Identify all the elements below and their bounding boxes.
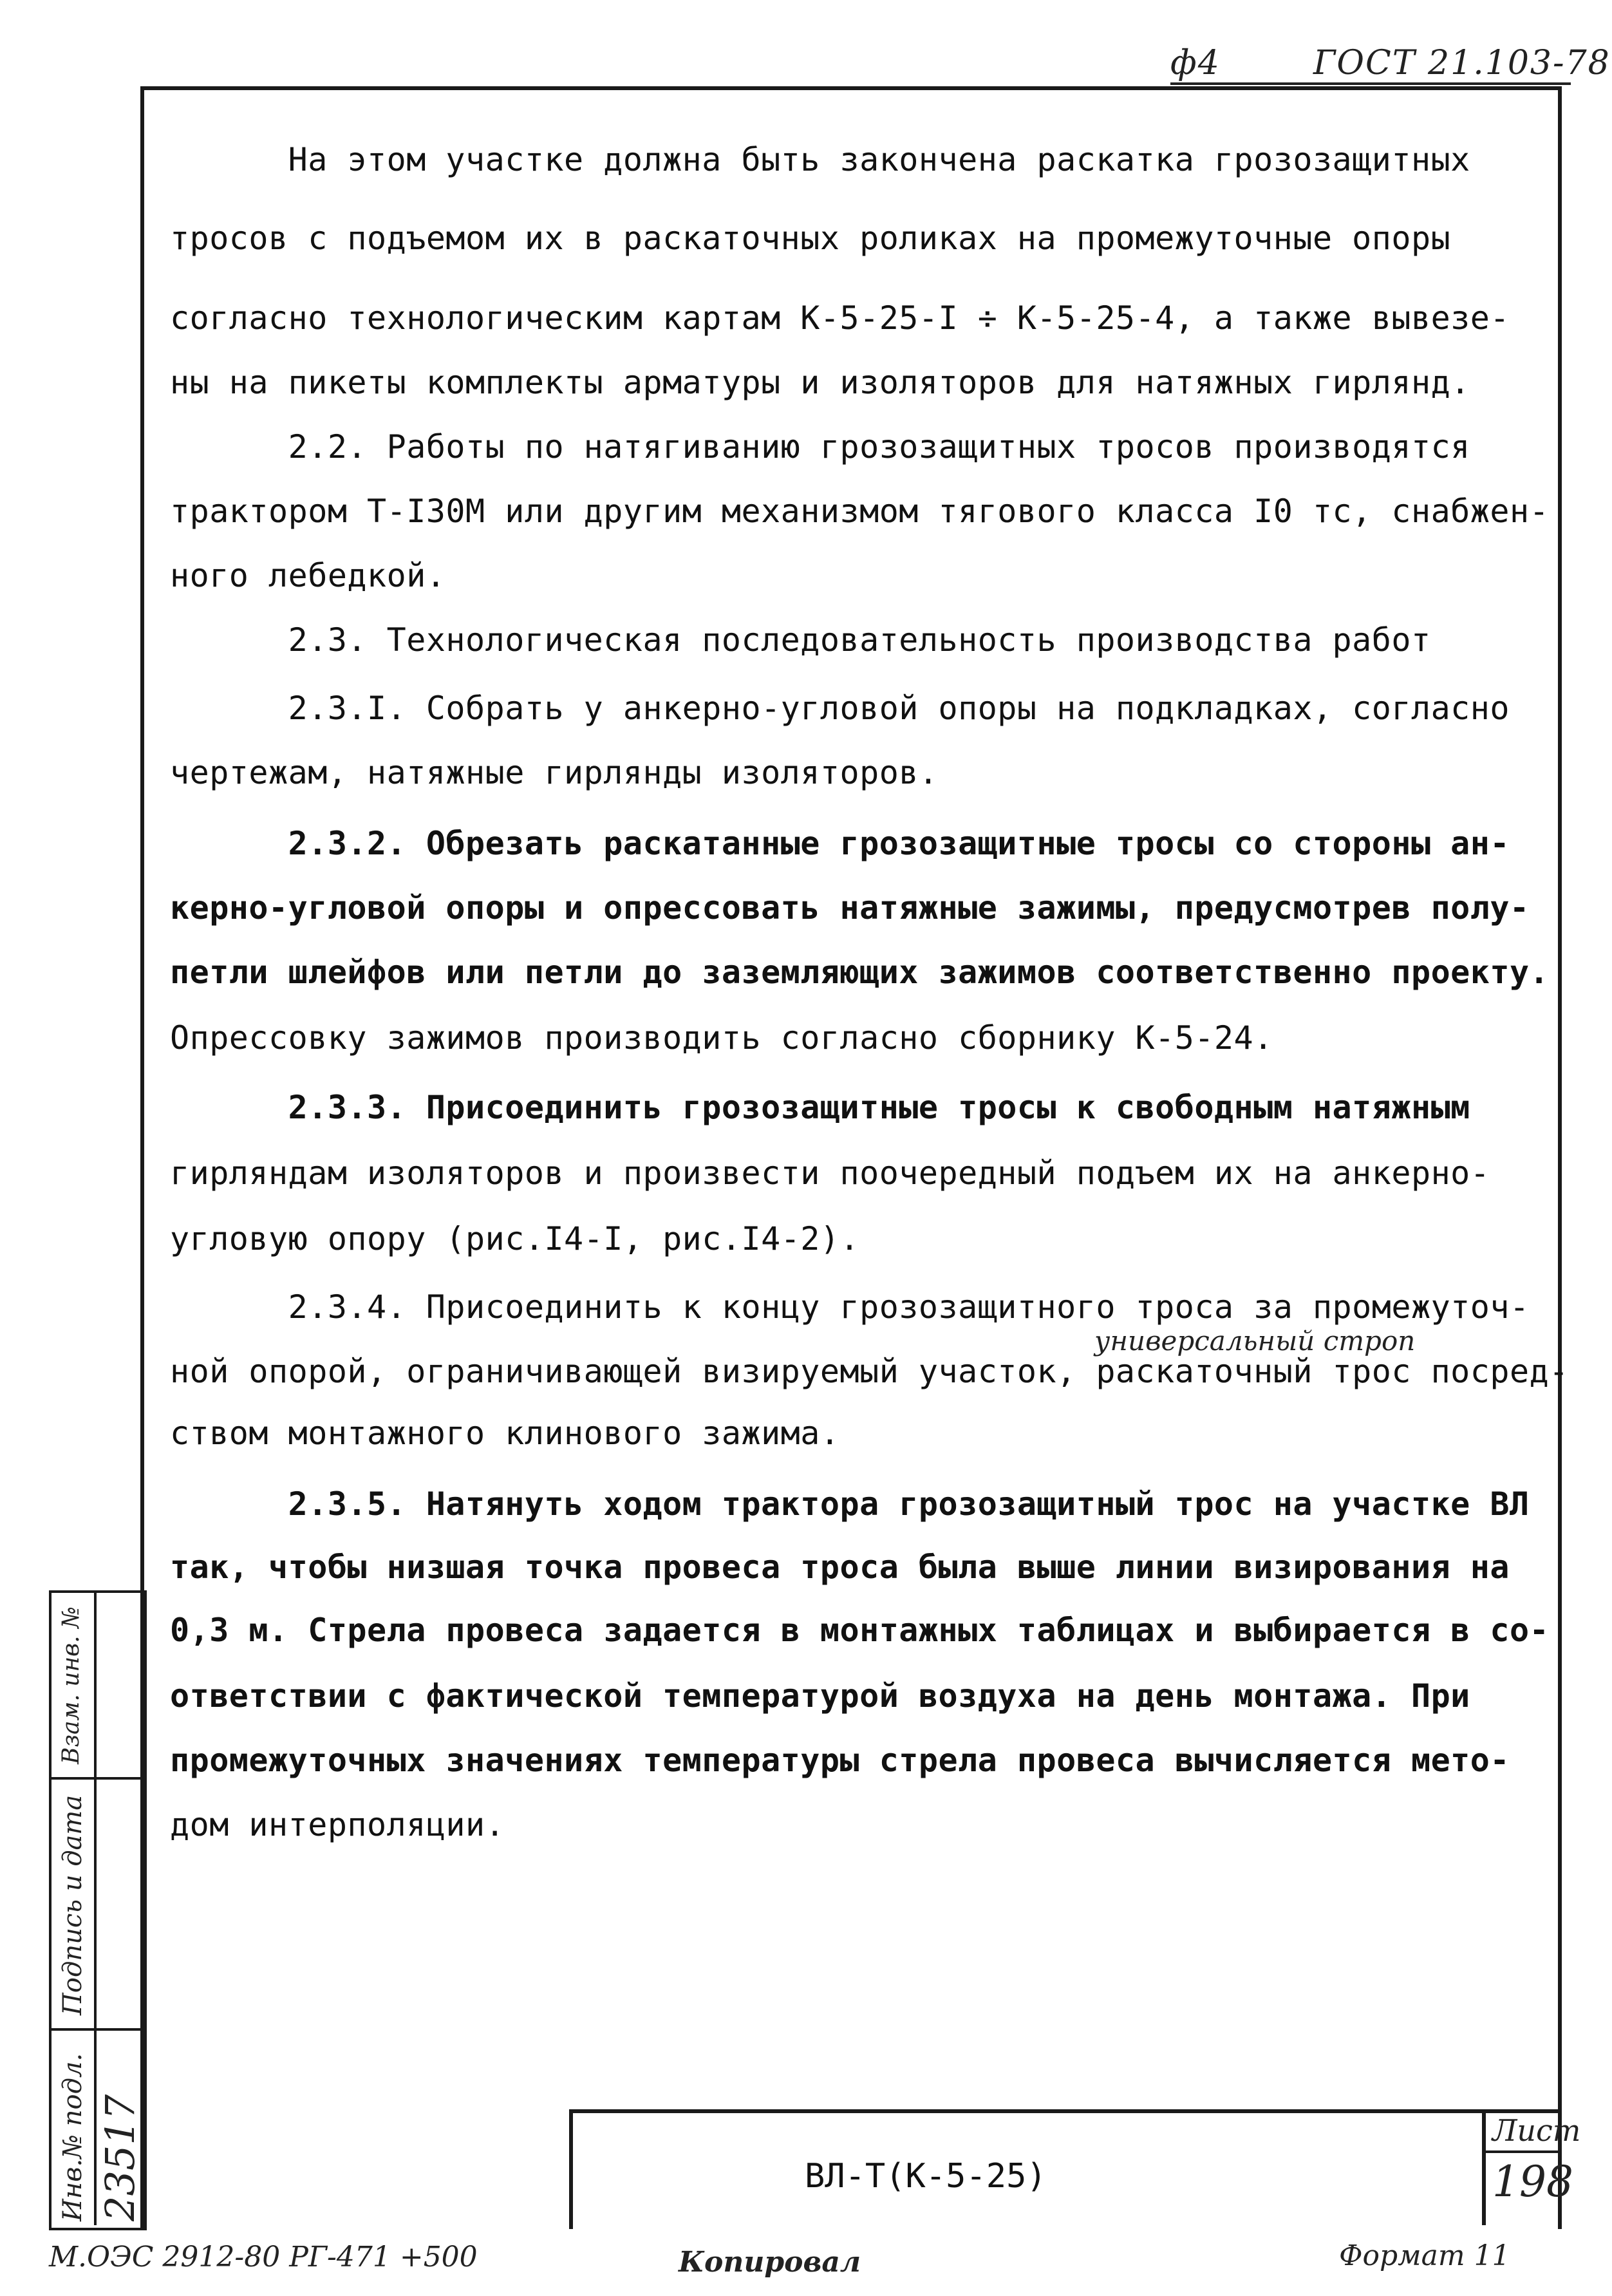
side-inventory-number: 23517 (97, 2094, 144, 2221)
body-line: На этом участке должна быть закончена раскатка грозозащитных (170, 141, 1470, 178)
header-form-code: ф4 (1170, 44, 1221, 82)
body-line: так, чтобы низшая точка провеса троса была выше линии визирования на (170, 1548, 1510, 1586)
document-code: ВЛ-Т(К-5-25) (805, 2157, 1047, 2196)
footer-order-number: М.ОЭС 2912-80 РГ-471 +500 (49, 2241, 478, 2273)
body-line: чертежам, натяжные гирлянды изоляторов. (170, 754, 939, 791)
body-line: ответствии с фактической температурой воздуха на день монтажа. При (170, 1677, 1470, 1715)
body-line: согласно технологическим картам К-5-25-I ÷ К-5-25-4, а также вывезе- (170, 299, 1510, 337)
body-line: ны на пикеты комплекты арматуры и изоляторов для натяжных гирлянд. (170, 364, 1470, 401)
sheet-cell-divider (1482, 2150, 1558, 2153)
sheet-label: Лист (1492, 2113, 1581, 2148)
side-replace-label: Взам. инв. № (58, 1606, 84, 1764)
side-signature-label: Подпись и дата (58, 1794, 88, 2015)
body-line: тросов с подъемом их в раскаточных роликах на промежуточные опоры (170, 220, 1451, 257)
body-line: ного лебедкой. (170, 557, 446, 594)
body-line: 2.3.3. Присоединить грозозащитные тросы к свободным натяжным (170, 1089, 1470, 1126)
body-line: дом интерполяции. (170, 1806, 505, 1843)
body-line: 2.3.5. Натянуть ходом трактора грозозащитный трос на участке ВЛ (170, 1485, 1530, 1523)
body-line: 2.2. Работы по натягиванию грозозащитных тросов производятся (170, 428, 1470, 466)
header-standard: ГОСТ 21.103-78 (1313, 44, 1611, 82)
sheet-number: 198 (1492, 2157, 1573, 2207)
header-underline (1170, 82, 1571, 85)
body-line: Опрессовку зажимов производить согласно сборнику К-5-24. (170, 1019, 1273, 1057)
body-line: 2.3.4. Присоединить к концу грозозащитного троса за промежуточ- (170, 1288, 1530, 1326)
body-line: ством монтажного клинового зажима. (170, 1415, 840, 1452)
side-stamp-rule (49, 1777, 142, 1780)
body-line: угловую опору (рис.I4-I, рис.I4-2). (170, 1220, 860, 1257)
body-line: петли шлейфов или петли до заземляющих зажимов соответственно проекту. (170, 954, 1550, 991)
title-block-divider (1482, 2109, 1486, 2225)
body-line: ной опорой, ограничивающей визируемый участок, раскаточный трос посред- (170, 1353, 1569, 1390)
footer-format: Формат 11 (1339, 2239, 1510, 2272)
handwritten-insert: универсальный строп (1094, 1325, 1416, 1357)
side-inventory-label: Инв.№ подл. (58, 2053, 88, 2221)
body-line: 2.3.I. Собрать у анкерно-угловой опоры на подкладках, согласно (170, 690, 1510, 727)
footer-copied-by: Копировал (679, 2246, 861, 2279)
body-line: гирляндам изоляторов и произвести поочередный подъем их на анкерно- (170, 1154, 1490, 1192)
body-line: 2.3. Технологическая последовательность производства работ (170, 621, 1431, 659)
title-block (569, 2109, 1562, 2229)
body-line: керно-угловой опоры и опрессовать натяжные зажимы, предусмотрев полу- (170, 889, 1530, 927)
body-line: промежуточных значениях температуры стрела провеса вычисляется мето- (170, 1742, 1510, 1779)
body-line: 0,3 м. Стрела провеса задается в монтажных таблицах и выбирается в со- (170, 1612, 1550, 1649)
side-stamp-rule (49, 2028, 142, 2031)
body-line: трактором Т-I30М или другим механизмом тягового класса I0 тс, снабжен- (170, 493, 1550, 530)
body-line: 2.3.2. Обрезать раскатанные грозозащитные тросы со стороны ан- (170, 825, 1510, 862)
